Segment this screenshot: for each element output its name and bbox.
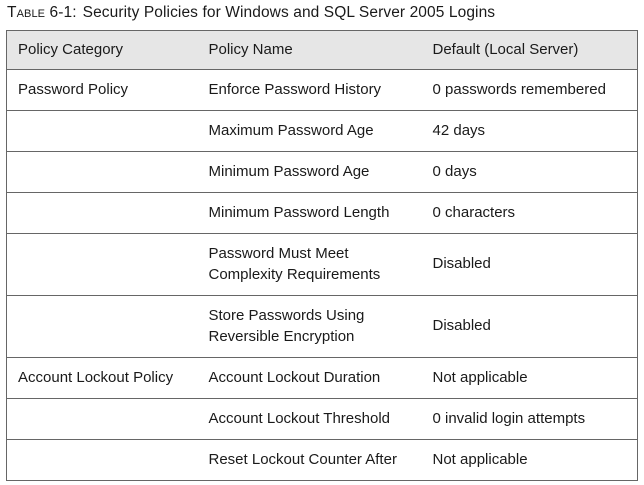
cell-policy-category bbox=[7, 296, 198, 358]
table-row bbox=[7, 193, 638, 234]
cell-policy-category bbox=[7, 440, 198, 481]
cell-policy-category bbox=[7, 399, 198, 440]
cell-default-value: Not applicable bbox=[422, 440, 638, 481]
table-caption bbox=[7, 4, 495, 22]
cell-policy-category: Account Lockout Policy bbox=[7, 358, 198, 399]
table-header-row bbox=[7, 31, 638, 70]
cell-default-value: 42 days bbox=[422, 111, 638, 152]
table-row bbox=[7, 152, 638, 193]
cell-policy-category: Password Policy bbox=[7, 70, 198, 111]
cell-policy-category bbox=[7, 152, 198, 193]
cell-policy-name: Account Lockout Duration bbox=[198, 358, 422, 399]
security-policies-table bbox=[6, 30, 638, 481]
table-row bbox=[7, 234, 638, 296]
table-row bbox=[7, 399, 638, 440]
cell-policy-name: Account Lockout Threshold bbox=[198, 399, 422, 440]
cell-policy-category bbox=[7, 193, 198, 234]
cell-policy-name: Store Passwords Using Reversible Encryption bbox=[198, 296, 422, 358]
cell-policy-category bbox=[7, 111, 198, 152]
table-row bbox=[7, 111, 638, 152]
cell-policy-name: Password Must Meet Complexity Requirements bbox=[198, 234, 422, 296]
cell-default-value: Disabled bbox=[422, 296, 638, 358]
cell-policy-name: Reset Lockout Counter After bbox=[198, 440, 422, 481]
table-title: Security Policies for Windows and SQL Server 2005 Logins bbox=[82, 4, 496, 21]
cell-default-value: Disabled bbox=[422, 234, 638, 296]
table-row bbox=[7, 440, 638, 481]
header-policy-category: Policy Category bbox=[7, 31, 198, 70]
cell-policy-category bbox=[7, 234, 198, 296]
table-row bbox=[7, 358, 638, 399]
cell-policy-name: Minimum Password Length bbox=[198, 193, 422, 234]
cell-default-value: Not applicable bbox=[422, 358, 638, 399]
cell-default-value: 0 days bbox=[422, 152, 638, 193]
cell-default-value: 0 characters bbox=[422, 193, 638, 234]
table-number: Table 6-1: bbox=[7, 4, 77, 21]
table-row bbox=[7, 296, 638, 358]
cell-policy-name: Minimum Password Age bbox=[198, 152, 422, 193]
cell-policy-name: Maximum Password Age bbox=[198, 111, 422, 152]
header-policy-name: Policy Name bbox=[198, 31, 422, 70]
cell-default-value: 0 invalid login attempts bbox=[422, 399, 638, 440]
cell-policy-name: Enforce Password History bbox=[198, 70, 422, 111]
table-row bbox=[7, 70, 638, 111]
header-default-local-server: Default (Local Server) bbox=[422, 31, 638, 70]
cell-default-value: 0 passwords remembered bbox=[422, 70, 638, 111]
